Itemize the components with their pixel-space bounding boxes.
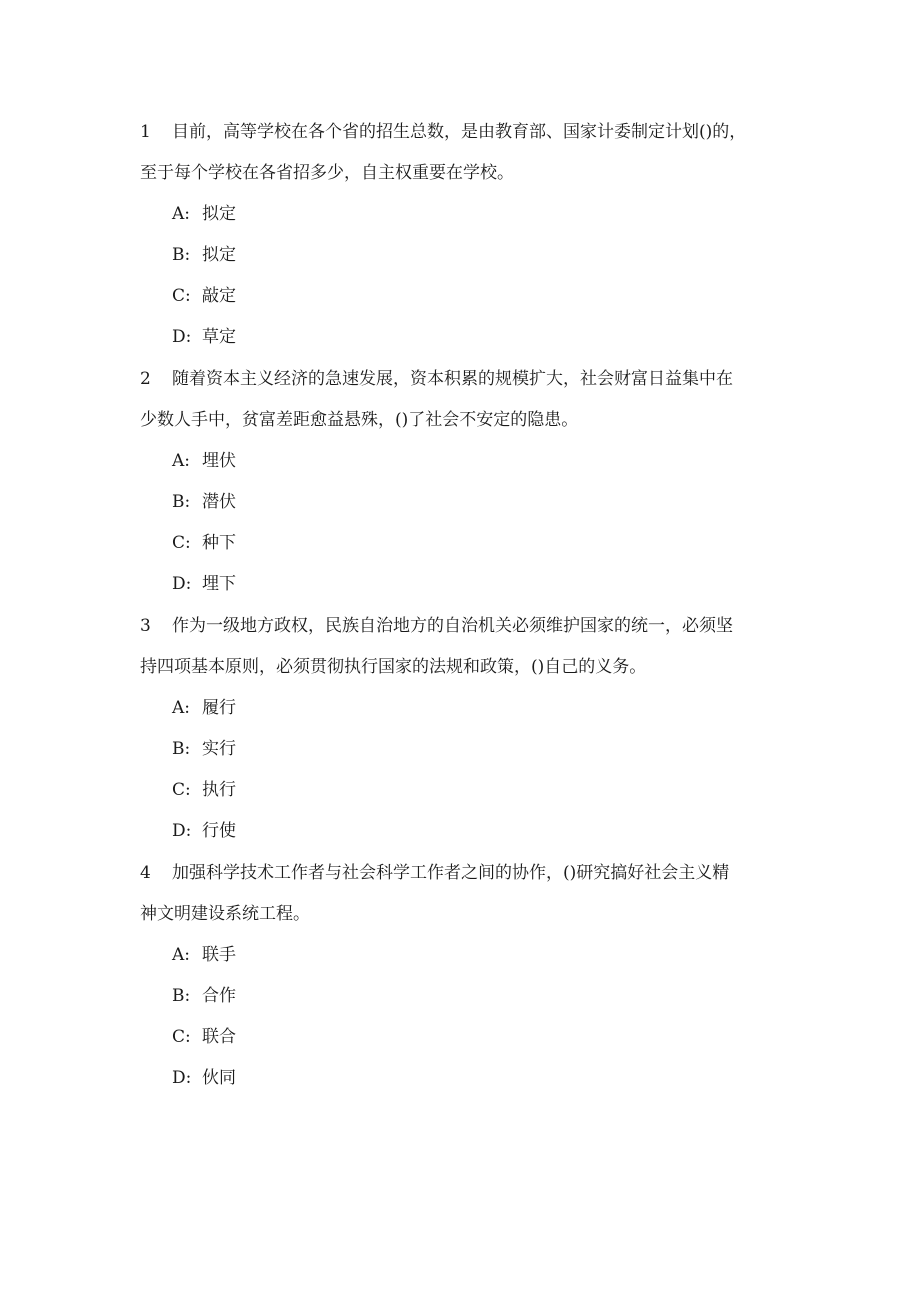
option-d — [140, 317, 800, 358]
option-letter: A: — [172, 451, 191, 471]
option-c — [140, 523, 800, 564]
option-b — [140, 729, 800, 770]
option-letter: C: — [172, 533, 191, 553]
question-text: 持四项基本原则，必须贯彻执行国家的法规和政策，()自己的义务。 — [140, 657, 647, 677]
question-stem-line — [140, 112, 800, 153]
question-stem-line — [140, 894, 800, 935]
option-b — [140, 235, 800, 276]
option-text: 履行 — [202, 698, 236, 718]
question-stem-line — [140, 853, 800, 894]
option-text: 联合 — [202, 1027, 236, 1047]
question-3 — [140, 606, 800, 852]
option-text: 联手 — [202, 945, 236, 965]
question-stem-line — [140, 647, 800, 688]
question-2 — [140, 359, 800, 605]
option-letter: C: — [172, 1027, 191, 1047]
option-a — [140, 441, 800, 482]
option-letter: B: — [172, 739, 191, 759]
option-text: 种下 — [202, 533, 236, 553]
question-number: 1 — [140, 122, 151, 142]
option-text: 伙同 — [202, 1068, 236, 1088]
option-text: 行使 — [202, 821, 236, 841]
option-text: 拟定 — [202, 245, 236, 265]
option-c — [140, 770, 800, 811]
option-a — [140, 688, 800, 729]
option-text: 实行 — [202, 739, 236, 759]
question-stem-line — [140, 153, 800, 194]
option-letter: A: — [172, 204, 191, 224]
option-letter: A: — [172, 698, 191, 718]
option-b — [140, 976, 800, 1017]
option-letter: B: — [172, 492, 191, 512]
option-a — [140, 935, 800, 976]
option-text: 合作 — [202, 986, 236, 1006]
option-d — [140, 1058, 800, 1099]
option-text: 埋伏 — [202, 451, 236, 471]
question-stem-line — [140, 359, 800, 400]
question-stem-line — [140, 400, 800, 441]
question-number: 2 — [140, 369, 151, 389]
option-letter: D: — [172, 574, 192, 594]
question-text: 加强科学技术工作者与社会科学工作者之间的协作，()研究搞好社会主义精 — [172, 863, 730, 883]
question-number: 4 — [140, 863, 151, 883]
question-text: 神文明建设系统工程。 — [140, 904, 310, 924]
option-text: 执行 — [202, 780, 236, 800]
question-text: 目前，高等学校在各个省的招生总数，是由教育部、国家计委制定计划()的， — [172, 122, 747, 142]
option-text: 拟定 — [202, 204, 236, 224]
option-letter: C: — [172, 286, 191, 306]
option-c — [140, 276, 800, 317]
question-text: 少数人手中，贫富差距愈益悬殊，()了社会不安定的隐患。 — [140, 410, 579, 430]
question-text: 至于每个学校在各省招多少，自主权重要在学校。 — [140, 163, 514, 183]
option-b — [140, 482, 800, 523]
option-letter: B: — [172, 986, 191, 1006]
option-d — [140, 811, 800, 852]
option-c — [140, 1017, 800, 1058]
option-letter: D: — [172, 1068, 192, 1088]
question-4 — [140, 853, 800, 1099]
option-letter: C: — [172, 780, 191, 800]
option-text: 潜伏 — [202, 492, 236, 512]
question-stem-line — [140, 606, 800, 647]
option-letter: D: — [172, 327, 192, 347]
question-text: 随着资本主义经济的急速发展，资本积累的规模扩大，社会财富日益集中在 — [172, 369, 733, 389]
option-letter: B: — [172, 245, 191, 265]
option-d — [140, 564, 800, 605]
option-text: 埋下 — [202, 574, 236, 594]
option-letter: A: — [172, 945, 191, 965]
option-text: 草定 — [202, 327, 236, 347]
option-letter: D: — [172, 821, 192, 841]
option-text: 敲定 — [202, 286, 236, 306]
question-number: 3 — [140, 616, 151, 636]
question-text: 作为一级地方政权，民族自治地方的自治机关必须维护国家的统一，必须坚 — [172, 616, 733, 636]
question-1 — [140, 112, 800, 358]
option-a — [140, 194, 800, 235]
